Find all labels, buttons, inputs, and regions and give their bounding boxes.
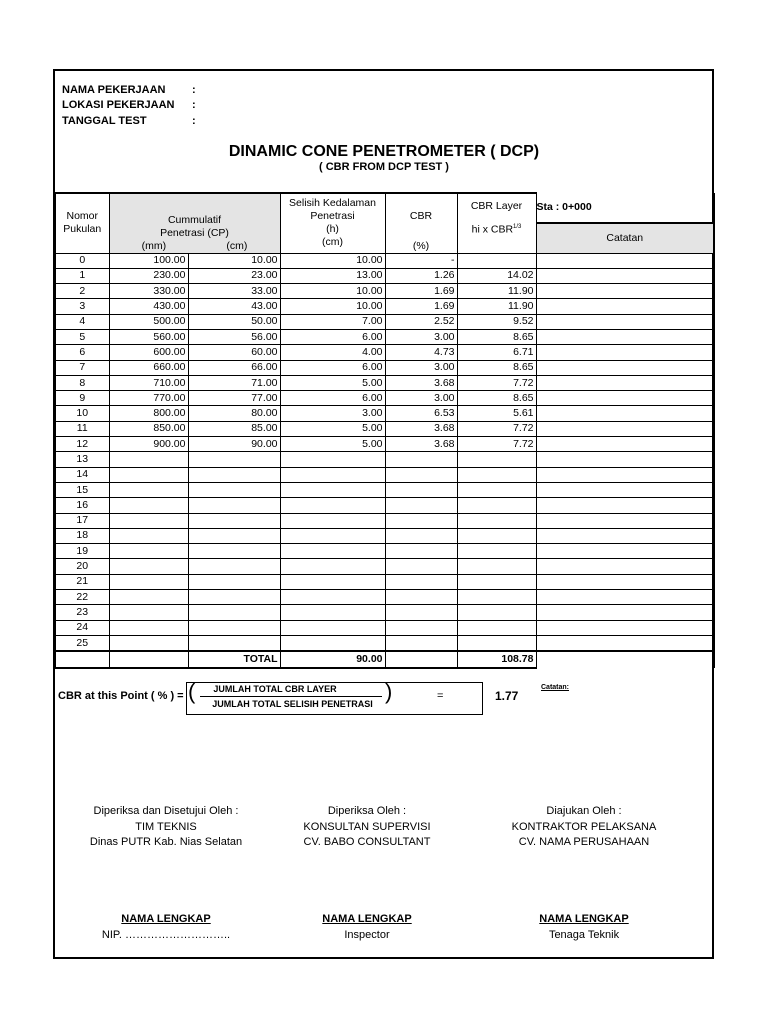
header-cbr-layer-formula: hi x CBR — [471, 223, 514, 236]
cp-mm-cell: 560.00 — [109, 329, 188, 344]
table-row — [55, 513, 714, 528]
sta-label: Sta : 0+000 — [536, 193, 714, 223]
catatan-cell — [536, 406, 714, 421]
header-cbr-layer-label: CBR Layer — [470, 200, 523, 212]
catatan-cell — [536, 284, 714, 299]
cp-cm-cell: 33.00 — [188, 284, 280, 299]
catatan-cell — [536, 375, 714, 390]
cp-mm-cell: 770.00 — [109, 391, 188, 406]
formula-fraction-line — [200, 696, 382, 697]
cbr-cell: 3.00 — [385, 360, 457, 375]
selisih-h-cell: 7.00 — [280, 314, 385, 329]
cbr-layer-cell — [457, 452, 536, 467]
table-row — [55, 437, 714, 452]
pukulan-cell: 4 — [55, 314, 109, 329]
cbr-layer-cell — [457, 620, 536, 635]
pukulan-cell: 17 — [55, 513, 109, 528]
cp-mm-cell — [109, 574, 188, 589]
cbr-layer-cell — [457, 253, 536, 268]
signature-block-kontraktor — [464, 804, 704, 851]
selisih-h-cell: 10.00 — [280, 284, 385, 299]
selisih-h-cell — [280, 528, 385, 543]
pukulan-cell: 6 — [55, 345, 109, 360]
selisih-h-cell: 6.00 — [280, 360, 385, 375]
header-penetrasi-cp-label: Penetrasi (CP) — [160, 226, 229, 239]
selisih-h-cell — [280, 452, 385, 467]
pukulan-cell: 11 — [55, 421, 109, 436]
sig3-role: Tenaga Teknik — [548, 928, 620, 941]
header-nomor-label: Nomor — [66, 210, 98, 223]
total-row — [55, 651, 714, 667]
table-row — [55, 268, 714, 283]
catatan-cell — [536, 574, 714, 589]
formula-equals: = — [437, 690, 444, 702]
sig1-line2: TIM TEKNIS — [135, 820, 197, 833]
catatan-cell — [536, 635, 714, 651]
table-body — [55, 253, 714, 651]
pukulan-cell: 18 — [55, 528, 109, 543]
pukulan-cell: 16 — [55, 498, 109, 513]
cp-mm-cell — [109, 498, 188, 513]
table-row — [55, 299, 714, 314]
cp-cm-cell — [188, 574, 280, 589]
cp-mm-cell: 230.00 — [109, 268, 188, 283]
catatan-cell — [536, 360, 714, 375]
selisih-h-cell — [280, 513, 385, 528]
cbr-cell: 3.68 — [385, 375, 457, 390]
cbr-cell — [385, 590, 457, 605]
selisih-h-cell — [280, 559, 385, 574]
pukulan-cell: 21 — [55, 574, 109, 589]
cp-mm-cell — [109, 605, 188, 620]
cp-cm-cell: 23.00 — [188, 268, 280, 283]
catatan-cell — [536, 329, 714, 344]
total-empty-1 — [55, 651, 109, 667]
header-selisih — [280, 193, 385, 253]
tanggal-test-label: TANGGAL TEST — [62, 115, 147, 127]
cp-mm-cell — [109, 528, 188, 543]
nama-pekerjaan-colon: : — [192, 84, 196, 96]
pukulan-cell: 10 — [55, 406, 109, 421]
signature-block-konsultan — [247, 804, 487, 851]
cbr-layer-cell: 8.65 — [457, 329, 536, 344]
catatan-cell — [536, 437, 714, 452]
table-row — [55, 375, 714, 390]
header-cbr-label: CBR — [409, 209, 433, 222]
cp-cm-cell — [188, 528, 280, 543]
cp-mm-cell: 900.00 — [109, 437, 188, 452]
catatan-cell — [536, 467, 714, 482]
cbr-cell — [385, 605, 457, 620]
selisih-h-cell — [280, 620, 385, 635]
table-row — [55, 635, 714, 651]
cp-mm-cell: 710.00 — [109, 375, 188, 390]
sig3-line3: CV. NAMA PERUSAHAAN — [518, 836, 650, 848]
header-cbr-layer — [457, 193, 536, 253]
cp-mm-cell — [109, 482, 188, 497]
cp-cm-cell: 60.00 — [188, 345, 280, 360]
header-selisih-label: Selisih Kedalaman — [289, 197, 376, 210]
sig2-line1: Diperiksa Oleh : — [327, 805, 407, 817]
cp-cm-cell — [188, 544, 280, 559]
sig2-line2: KONSULTAN SUPERVISI — [303, 820, 431, 833]
cbr-cell: 1.69 — [385, 284, 457, 299]
selisih-h-cell: 6.00 — [280, 329, 385, 344]
header-h-unit: (cm) — [322, 236, 343, 249]
cbr-result-value: 1.77 — [495, 689, 519, 703]
pukulan-cell: 7 — [55, 360, 109, 375]
catatan-note: Catatan: — [541, 684, 570, 691]
cp-cm-cell: 85.00 — [188, 421, 280, 436]
cbr-layer-cell: 14.02 — [457, 268, 536, 283]
cbr-layer-cell: 11.90 — [457, 284, 536, 299]
cp-mm-cell: 430.00 — [109, 299, 188, 314]
header-cbr-unit: (%) — [412, 239, 430, 252]
header-catatan: Catatan — [536, 223, 714, 253]
cp-cm-cell: 50.00 — [188, 314, 280, 329]
dcp-table — [54, 192, 715, 669]
lokasi-pekerjaan-colon: : — [192, 99, 196, 111]
cp-cm-cell: 90.00 — [188, 437, 280, 452]
selisih-h-cell — [280, 635, 385, 651]
cp-mm-cell: 100.00 — [109, 253, 188, 268]
cbr-layer-cell — [457, 574, 536, 589]
cbr-layer-cell — [457, 605, 536, 620]
selisih-h-cell: 5.00 — [280, 421, 385, 436]
header-cbr-layer-sup: 1/3 — [513, 224, 522, 230]
header-cbr — [385, 193, 457, 253]
cp-mm-cell: 500.00 — [109, 314, 188, 329]
cbr-layer-cell — [457, 513, 536, 528]
cbr-layer-cell: 8.65 — [457, 360, 536, 375]
cbr-cell — [385, 528, 457, 543]
cp-cm-cell — [188, 452, 280, 467]
cp-cm-cell — [188, 620, 280, 635]
cbr-layer-cell: 9.52 — [457, 314, 536, 329]
cbr-layer-cell — [457, 590, 536, 605]
signature-name-kontraktor — [464, 912, 704, 943]
cp-cm-cell: 71.00 — [188, 375, 280, 390]
total-catatan-empty — [536, 651, 714, 667]
cbr-layer-cell — [457, 467, 536, 482]
pukulan-cell: 14 — [55, 467, 109, 482]
selisih-h-cell: 6.00 — [280, 391, 385, 406]
cp-mm-cell — [109, 452, 188, 467]
pukulan-cell: 3 — [55, 299, 109, 314]
pukulan-cell: 15 — [55, 482, 109, 497]
cbr-cell — [385, 467, 457, 482]
cp-mm-cell — [109, 620, 188, 635]
header-mm-unit: (mm) — [141, 239, 167, 252]
catatan-cell — [536, 299, 714, 314]
cbr-cell — [385, 620, 457, 635]
cbr-cell: 3.68 — [385, 437, 457, 452]
total-label: TOTAL — [188, 651, 280, 667]
cp-cm-cell: 66.00 — [188, 360, 280, 375]
table-row — [55, 467, 714, 482]
cbr-cell: 1.26 — [385, 268, 457, 283]
cbr-cell — [385, 452, 457, 467]
cp-mm-cell — [109, 513, 188, 528]
cp-mm-cell — [109, 467, 188, 482]
selisih-h-cell — [280, 605, 385, 620]
table-row — [55, 605, 714, 620]
table-row — [55, 406, 714, 421]
cbr-layer-cell — [457, 544, 536, 559]
cbr-layer-cell — [457, 482, 536, 497]
total-cbr-empty — [385, 651, 457, 667]
cp-cm-cell: 80.00 — [188, 406, 280, 421]
total-cbr-layer: 108.78 — [457, 651, 536, 667]
header-pukulan-label: Pukulan — [63, 223, 102, 236]
header-cm-unit: (cm) — [226, 239, 248, 252]
pukulan-cell: 1 — [55, 268, 109, 283]
cbr-cell — [385, 544, 457, 559]
cp-cm-cell: 10.00 — [188, 253, 280, 268]
cp-mm-cell — [109, 544, 188, 559]
catatan-cell — [536, 559, 714, 574]
sig2-name: NAMA LENGKAP — [322, 913, 412, 925]
selisih-h-cell — [280, 590, 385, 605]
table-row — [55, 345, 714, 360]
cp-mm-cell: 600.00 — [109, 345, 188, 360]
signature-name-konsultan — [247, 912, 487, 943]
cbr-layer-cell — [457, 559, 536, 574]
catatan-cell — [536, 314, 714, 329]
table-row — [55, 391, 714, 406]
catatan-cell — [536, 528, 714, 543]
table-row — [55, 544, 714, 559]
cbr-cell: 3.00 — [385, 329, 457, 344]
table-row — [55, 253, 714, 268]
cp-mm-cell — [109, 559, 188, 574]
header-penetrasi-label: Penetrasi — [310, 210, 355, 223]
selisih-h-cell — [280, 498, 385, 513]
catatan-cell — [536, 482, 714, 497]
cp-cm-cell: 43.00 — [188, 299, 280, 314]
cbr-cell: - — [385, 253, 457, 268]
catatan-cell — [536, 513, 714, 528]
cp-cm-cell — [188, 482, 280, 497]
selisih-h-cell: 13.00 — [280, 268, 385, 283]
selisih-h-cell: 5.00 — [280, 437, 385, 452]
cbr-layer-cell: 8.65 — [457, 391, 536, 406]
pukulan-cell: 0 — [55, 253, 109, 268]
tanggal-test-colon: : — [192, 115, 196, 127]
cbr-layer-cell: 11.90 — [457, 299, 536, 314]
page-subtitle: ( CBR FROM DCP TEST ) — [319, 161, 449, 173]
table-row — [55, 498, 714, 513]
cbr-cell — [385, 635, 457, 651]
catatan-cell — [536, 421, 714, 436]
table-row — [55, 590, 714, 605]
sig3-name: NAMA LENGKAP — [539, 913, 629, 925]
sig1-line1: Diperiksa dan Disetujui Oleh : — [93, 805, 239, 817]
formula-numerator: JUMLAH TOTAL CBR LAYER — [213, 684, 337, 694]
pukulan-cell: 5 — [55, 329, 109, 344]
catatan-cell — [536, 605, 714, 620]
cp-cm-cell — [188, 590, 280, 605]
pukulan-cell: 9 — [55, 391, 109, 406]
pukulan-cell: 20 — [55, 559, 109, 574]
cp-mm-cell: 800.00 — [109, 406, 188, 421]
cbr-layer-cell: 7.72 — [457, 437, 536, 452]
cbr-layer-cell — [457, 498, 536, 513]
header-cummulatif-label: Cummulatif — [167, 213, 222, 226]
catatan-cell — [536, 268, 714, 283]
selisih-h-cell: 5.00 — [280, 375, 385, 390]
header-nomor — [55, 193, 109, 253]
nama-pekerjaan-label: NAMA PEKERJAAN — [62, 84, 166, 96]
total-empty-2 — [109, 651, 188, 667]
pukulan-cell: 25 — [55, 635, 109, 651]
cbr-cell — [385, 482, 457, 497]
cp-cm-cell: 77.00 — [188, 391, 280, 406]
formula-open-paren: ( — [188, 679, 196, 704]
selisih-h-cell — [280, 467, 385, 482]
sig1-name: NAMA LENGKAP — [121, 913, 211, 925]
catatan-cell — [536, 391, 714, 406]
header-h-label: (h) — [326, 223, 339, 236]
cbr-layer-cell: 6.71 — [457, 345, 536, 360]
page-title: DINAMIC CONE PENETROMETER ( DCP) — [228, 143, 540, 160]
sig3-line1: Diajukan Oleh : — [546, 805, 622, 817]
sig2-role: Inspector — [344, 928, 390, 941]
selisih-h-cell — [280, 482, 385, 497]
selisih-h-cell: 10.00 — [280, 253, 385, 268]
cbr-cell: 6.53 — [385, 406, 457, 421]
table-row — [55, 559, 714, 574]
cp-cm-cell — [188, 605, 280, 620]
catatan-cell — [536, 498, 714, 513]
header-cummulatif — [109, 193, 280, 253]
table-row — [55, 421, 714, 436]
sig3-line2: KONTRAKTOR PELAKSANA — [511, 820, 657, 833]
cp-cm-cell — [188, 635, 280, 651]
table-row — [55, 574, 714, 589]
cbr-cell — [385, 574, 457, 589]
cp-mm-cell: 330.00 — [109, 284, 188, 299]
sig1-role: NIP. ……………………….. — [101, 928, 231, 941]
formula-close-paren: ) — [385, 679, 393, 704]
formula-denominator: JUMLAH TOTAL SELISIH PENETRASI — [212, 699, 373, 709]
cbr-cell: 3.00 — [385, 391, 457, 406]
cbr-layer-cell: 7.72 — [457, 375, 536, 390]
table-row — [55, 452, 714, 467]
cp-mm-cell — [109, 590, 188, 605]
selisih-h-cell: 3.00 — [280, 406, 385, 421]
cbr-cell — [385, 513, 457, 528]
pukulan-cell: 12 — [55, 437, 109, 452]
cbr-layer-cell: 7.72 — [457, 421, 536, 436]
cbr-cell — [385, 559, 457, 574]
table-row — [55, 284, 714, 299]
cp-cm-cell — [188, 559, 280, 574]
pukulan-cell: 13 — [55, 452, 109, 467]
catatan-cell — [536, 345, 714, 360]
cp-cm-cell: 56.00 — [188, 329, 280, 344]
catatan-cell — [536, 544, 714, 559]
sig2-line3: CV. BABO CONSULTANT — [303, 836, 431, 848]
lokasi-pekerjaan-label: LOKASI PEKERJAAN — [62, 99, 175, 111]
cp-mm-cell — [109, 635, 188, 651]
cbr-cell: 3.68 — [385, 421, 457, 436]
selisih-h-cell: 4.00 — [280, 345, 385, 360]
pukulan-cell: 8 — [55, 375, 109, 390]
cp-cm-cell — [188, 498, 280, 513]
cp-cm-cell — [188, 467, 280, 482]
cbr-layer-cell: 5.61 — [457, 406, 536, 421]
selisih-h-cell: 10.00 — [280, 299, 385, 314]
cbr-cell — [385, 498, 457, 513]
table-row — [55, 360, 714, 375]
cp-mm-cell: 850.00 — [109, 421, 188, 436]
pukulan-cell: 2 — [55, 284, 109, 299]
table-row — [55, 329, 714, 344]
total-h: 90.00 — [280, 651, 385, 667]
selisih-h-cell — [280, 574, 385, 589]
cbr-layer-cell — [457, 635, 536, 651]
cbr-formula-label: CBR at this Point ( % ) = — [58, 690, 184, 702]
catatan-cell — [536, 253, 714, 268]
cbr-cell: 4.73 — [385, 345, 457, 360]
cbr-cell: 1.69 — [385, 299, 457, 314]
cbr-cell: 2.52 — [385, 314, 457, 329]
catatan-cell — [536, 452, 714, 467]
cp-cm-cell — [188, 513, 280, 528]
pukulan-cell: 23 — [55, 605, 109, 620]
table-row — [55, 482, 714, 497]
pukulan-cell: 24 — [55, 620, 109, 635]
table-row — [55, 620, 714, 635]
selisih-h-cell — [280, 544, 385, 559]
table-row — [55, 528, 714, 543]
table-row — [55, 314, 714, 329]
catatan-cell — [536, 590, 714, 605]
pukulan-cell: 19 — [55, 544, 109, 559]
pukulan-cell: 22 — [55, 590, 109, 605]
cp-mm-cell: 660.00 — [109, 360, 188, 375]
catatan-cell — [536, 620, 714, 635]
cbr-layer-cell — [457, 528, 536, 543]
sig1-line3: Dinas PUTR Kab. Nias Selatan — [89, 836, 243, 848]
